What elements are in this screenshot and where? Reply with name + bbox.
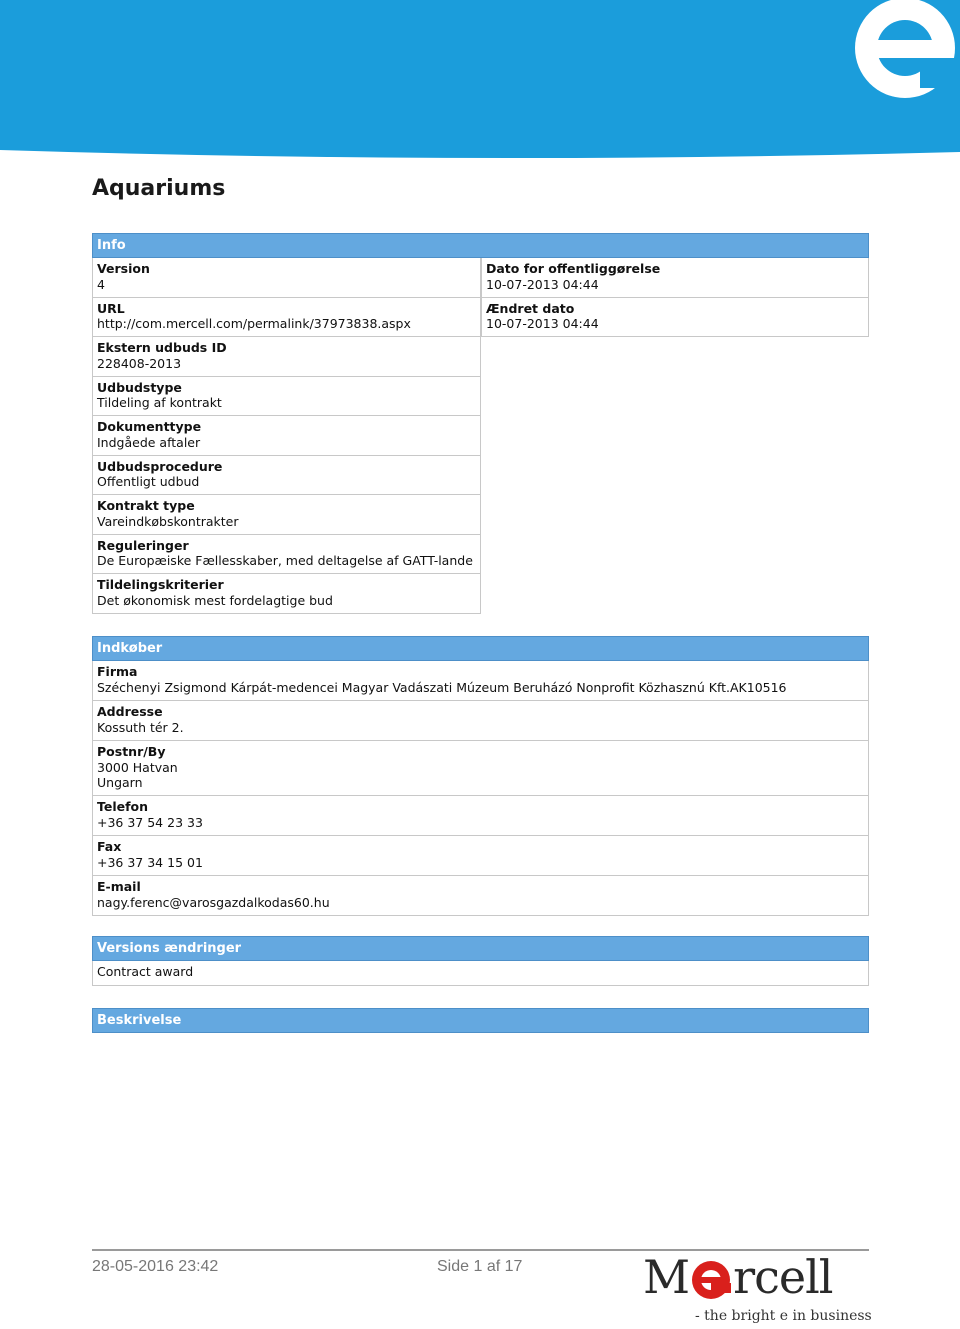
- field-value: Indgåede aftaler: [97, 434, 201, 450]
- field-udbudstype: [92, 377, 481, 417]
- versions-section: [92, 936, 869, 986]
- versions-header: Versions ændringer: [92, 936, 869, 961]
- field-value: 10-07-2013 04:44: [486, 316, 599, 331]
- field-postnr-by: [92, 741, 869, 796]
- field-value: +36 37 54 23 33: [97, 814, 203, 830]
- logo-e-icon: [691, 1260, 731, 1300]
- field-telefon: [92, 796, 869, 836]
- field-value: nagy.ferenc@varosgazdalkodas60.hu: [97, 894, 330, 910]
- versions-text-cell: [92, 961, 869, 986]
- footer-date: 28-05-2016 23:42: [92, 1258, 219, 1275]
- field-version: [92, 258, 481, 298]
- field-url: [92, 298, 481, 338]
- field-label: Addresse: [97, 704, 163, 719]
- page-title: Aquariums: [92, 176, 226, 201]
- field-value: De Europæiske Fællesskaber, med deltagelse af GATT-lande: [97, 553, 473, 568]
- info-header: Info: [92, 233, 869, 258]
- info-right-column: [481, 258, 869, 337]
- field-dato-for-offentligg-relse: [481, 258, 869, 298]
- description-header: Beskrivelse: [92, 1008, 869, 1033]
- footer-page-number: Side 1 af 17: [437, 1258, 523, 1275]
- field-label: Telefon: [97, 799, 149, 814]
- header-banner: [0, 0, 960, 165]
- field-fax: [92, 836, 869, 876]
- mercell-logo: [643, 1250, 872, 1327]
- field-value: Kossuth tér 2.: [97, 719, 184, 735]
- field-label: Tildelingskriterier: [97, 577, 224, 592]
- field-label: Ændret dato: [486, 300, 575, 316]
- info-section: [92, 233, 869, 613]
- field-label: Postnr/By: [97, 744, 166, 759]
- field-firma: [92, 661, 869, 701]
- field-label: URL: [97, 300, 125, 316]
- field-label: Udbudsprocedure: [97, 458, 223, 474]
- field-label: Dato for offentliggørelse: [486, 261, 661, 276]
- field-e-mail: [92, 876, 869, 916]
- field-addresse: [92, 701, 869, 741]
- field-value: Det økonomisk mest fordelagtige bud: [97, 592, 333, 608]
- field-label: Ekstern udbuds ID: [97, 340, 227, 355]
- field-value: 3000 Hatvan Ungarn: [97, 759, 178, 790]
- info-left-column: [92, 258, 481, 614]
- field-kontrakt-type: [92, 495, 481, 535]
- field-ndret-dato: [481, 298, 869, 338]
- field-label: Fax: [97, 839, 122, 854]
- field-value: 4: [97, 276, 105, 292]
- field-reguleringer: [92, 535, 481, 575]
- field-dokumenttype: [92, 416, 481, 456]
- buyer-header: Indkøber: [92, 636, 869, 661]
- field-ekstern-udbuds-id: [92, 337, 481, 377]
- field-label: Firma: [97, 664, 138, 679]
- logo-text-start: M: [643, 1250, 690, 1304]
- field-value: +36 37 34 15 01: [97, 854, 203, 870]
- field-label: Dokumenttype: [97, 419, 202, 434]
- field-label: Kontrakt type: [97, 498, 195, 513]
- versions-text: Contract award: [97, 964, 194, 979]
- logo-text-end: rcell: [733, 1250, 833, 1304]
- field-value: Offentligt udbud: [97, 474, 200, 489]
- field-value: 10-07-2013 04:44: [486, 276, 599, 292]
- logo-tagline: - the bright e in business: [695, 1308, 872, 1324]
- field-udbudsprocedure: [92, 456, 481, 496]
- field-label: Version: [97, 261, 150, 276]
- field-value: Vareindkøbskontrakter: [97, 513, 239, 529]
- field-value: http://com.mercell.com/permalink/37973838.aspx: [97, 316, 411, 331]
- buyer-section: [92, 636, 869, 916]
- description-section: [92, 1008, 869, 1033]
- field-tildelingskriterier: [92, 574, 481, 614]
- field-label: Udbudstype: [97, 379, 182, 395]
- field-value: Tildeling af kontrakt: [97, 395, 222, 410]
- field-label: Reguleringer: [97, 537, 189, 553]
- buyer-fields: [92, 661, 869, 916]
- field-value: 228408-2013: [97, 355, 182, 371]
- field-value: Széchenyi Zsigmond Kárpát-medencei Magyar Vadászati Múzeum Beruházó Nonprofit Közhasznú Kft.AK10516: [97, 679, 787, 695]
- field-label: E-mail: [97, 879, 141, 894]
